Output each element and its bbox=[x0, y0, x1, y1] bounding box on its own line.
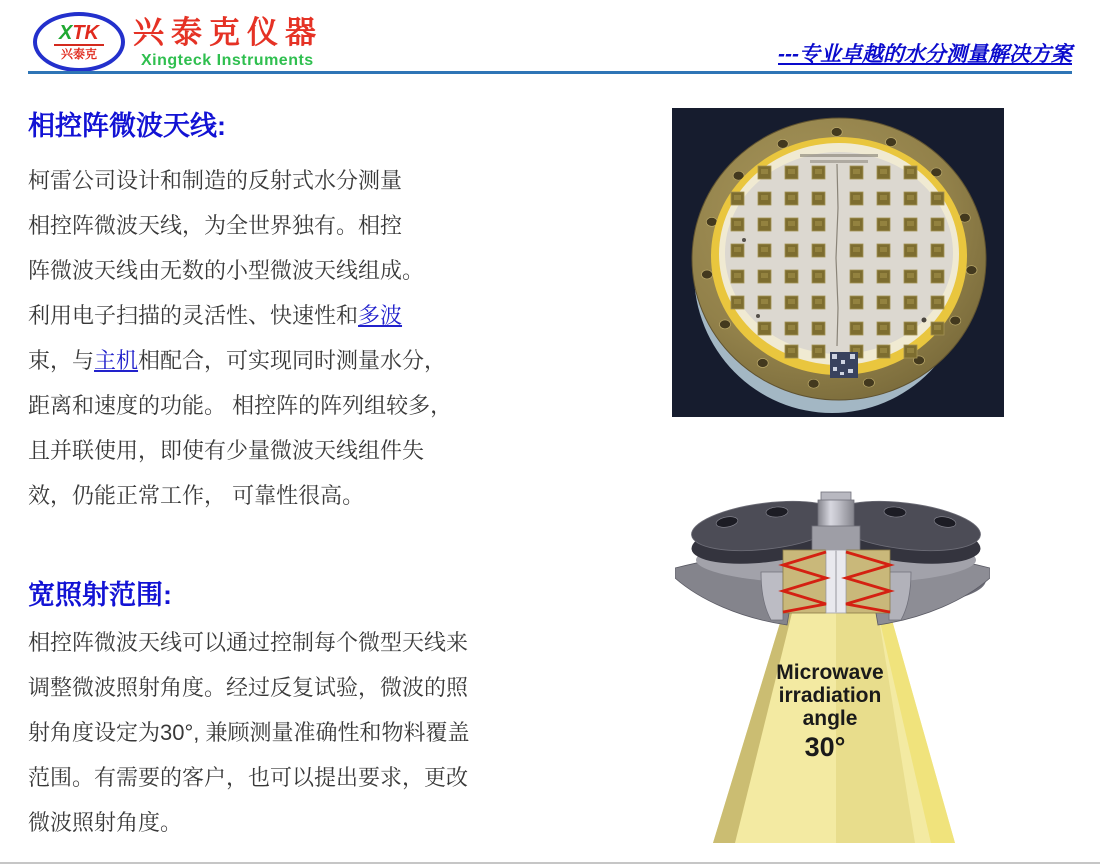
phased-array-antenna-photo bbox=[672, 108, 1004, 417]
company-name-block bbox=[133, 16, 323, 70]
fiducial-dot bbox=[756, 314, 760, 318]
fiducial-dot bbox=[742, 238, 746, 242]
section2-heading: 宽照射范围: bbox=[28, 580, 172, 610]
paragraph-text: 相配合，可实现同时测量水分， bbox=[138, 348, 447, 373]
link-host[interactable]: 主机 bbox=[94, 348, 139, 373]
paragraph-line: 效，仍能正常工作， 可靠性很高。 bbox=[28, 483, 365, 508]
company-name-cn: 兴泰克仪器 bbox=[133, 15, 323, 50]
section2-paragraph bbox=[28, 620, 470, 845]
paragraph-line: 微波照射角度。 bbox=[28, 810, 183, 835]
paragraph-line: 柯雷公司设计和制造的反射式水分测量 bbox=[28, 168, 403, 193]
diagram-label-line1: Microwave bbox=[776, 661, 884, 684]
header-slogan: ---专业卓越的水分测量解决方案 bbox=[778, 43, 1072, 66]
logo-ellipse-icon bbox=[33, 12, 125, 72]
paragraph-line: 射角度设定为30°, 兼顾测量准确性和物料覆盖 bbox=[28, 720, 470, 745]
paragraph-line: 范围。有需要的客户，也可以提出要求，更改 bbox=[28, 765, 469, 790]
paragraph-line: 且并联使用，即使有少量微波天线组件失 bbox=[28, 438, 425, 463]
plate-print-mark bbox=[810, 160, 868, 163]
paragraph-line: 距离和速度的功能。 相控阵的阵列组较多， bbox=[28, 393, 453, 418]
paragraph-line: 阵微波天线由无数的小型微波天线组成。 bbox=[28, 258, 425, 283]
fiducial-dot bbox=[922, 318, 927, 323]
paragraph-line: 相控阵微波天线，为全世界独有。相控 bbox=[28, 213, 403, 238]
central-shaft bbox=[812, 492, 860, 552]
diagram-label-line2: irradiation bbox=[778, 684, 882, 707]
data-matrix-code bbox=[830, 352, 858, 378]
logo-abbreviation bbox=[54, 23, 104, 46]
paragraph-line bbox=[28, 293, 452, 338]
header-divider bbox=[28, 71, 1072, 74]
paragraph-text: 利用电子扫描的灵活性、快速性和 bbox=[28, 303, 359, 328]
paragraph-line bbox=[28, 338, 452, 383]
logo-abbr-tk: TK bbox=[72, 22, 99, 44]
diagram-label-line3: angle bbox=[802, 707, 858, 730]
microwave-irradiation-diagram bbox=[675, 490, 990, 846]
paragraph-line: 相控阵微波天线可以通过控制每个微型天线来 bbox=[28, 630, 469, 655]
plate-print-mark bbox=[800, 154, 878, 157]
logo-subtext: 兴泰克 bbox=[60, 47, 97, 61]
page-bottom-divider bbox=[0, 862, 1100, 864]
paragraph-line: 调整微波照射角度。经过反复试验，微波的照 bbox=[28, 675, 469, 700]
section1-heading: 相控阵微波天线: bbox=[28, 111, 226, 141]
diagram-angle-value: 30° bbox=[804, 732, 846, 762]
link-multibeam[interactable]: 多波 bbox=[358, 303, 403, 328]
logo-abbr-x: X bbox=[58, 22, 73, 44]
section1-paragraph bbox=[28, 158, 452, 518]
paragraph-text: 束，与 bbox=[28, 348, 95, 373]
company-name-en: Xingteck Instruments bbox=[141, 52, 314, 69]
waveguide-cavities bbox=[783, 550, 890, 613]
company-logo bbox=[33, 12, 125, 70]
